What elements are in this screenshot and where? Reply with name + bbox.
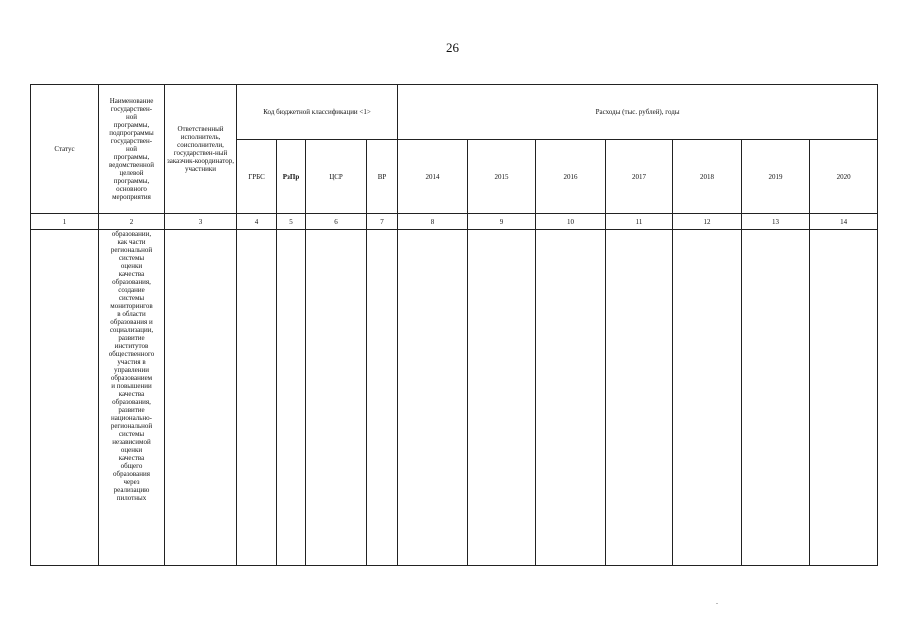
header-status: Статус (31, 85, 99, 214)
header-year-2018: 2018 (673, 140, 742, 214)
column-number: 10 (536, 214, 606, 230)
column-number: 13 (742, 214, 810, 230)
column-number: 5 (277, 214, 306, 230)
column-number: 11 (606, 214, 673, 230)
column-number: 8 (398, 214, 468, 230)
header-expenses: Расходы (тыс. рублей), годы (398, 85, 878, 140)
header-vr: ВР (367, 140, 398, 214)
header-year-2015: 2015 (468, 140, 536, 214)
header-year-2019: 2019 (742, 140, 810, 214)
responsible-cell (165, 230, 237, 566)
column-number: 2 (99, 214, 165, 230)
scan-speck (716, 603, 718, 604)
header-budget-code: Код бюджетной классификации <1> (237, 85, 398, 140)
column-number: 4 (237, 214, 277, 230)
budget-table (30, 84, 878, 566)
header-year-2017: 2017 (606, 140, 673, 214)
column-number-row (31, 214, 878, 230)
column-number: 9 (468, 214, 536, 230)
csr-cell (306, 230, 367, 566)
column-number: 14 (810, 214, 878, 230)
program-name-cell: образовании, как части региональной системы оценки качества образования, создание системы мониторингов в области образования и социализации, развитие институтов общественного участия в управлении образованием и повышении качества образования, развитие национально- региональной системы независимой оценки качества общего образования через реализацию пилотных (99, 230, 165, 566)
year-2017-cell (606, 230, 673, 566)
page-number: 26 (446, 40, 459, 55)
year-2018-cell (673, 230, 742, 566)
status-cell (31, 230, 99, 566)
column-number: 6 (306, 214, 367, 230)
column-number: 7 (367, 214, 398, 230)
column-number: 3 (165, 214, 237, 230)
grbs-cell (237, 230, 277, 566)
header-program-name: Наименование государствен- ной программы, подпрограммы государствен- ной программы, ведомственной целевой программы, основного мероприятия (99, 85, 165, 214)
table-row (31, 230, 878, 566)
year-2016-cell (536, 230, 606, 566)
header-responsible: Ответственный исполнитель, соисполнители, государствен-ный заказчик-координатор, участники (165, 85, 237, 214)
header-year-2014: 2014 (398, 140, 468, 214)
vr-cell (367, 230, 398, 566)
header-year-2020: 2020 (810, 140, 878, 214)
header-csr: ЦСР (306, 140, 367, 214)
column-number: 12 (673, 214, 742, 230)
year-2019-cell (742, 230, 810, 566)
year-2015-cell (468, 230, 536, 566)
column-number: 1 (31, 214, 99, 230)
rzpr-cell (277, 230, 306, 566)
year-2020-cell (810, 230, 878, 566)
header-rzpr: РзПр (277, 140, 306, 214)
header-grbs: ГРБС (237, 140, 277, 214)
year-2014-cell (398, 230, 468, 566)
header-year-2016: 2016 (536, 140, 606, 214)
